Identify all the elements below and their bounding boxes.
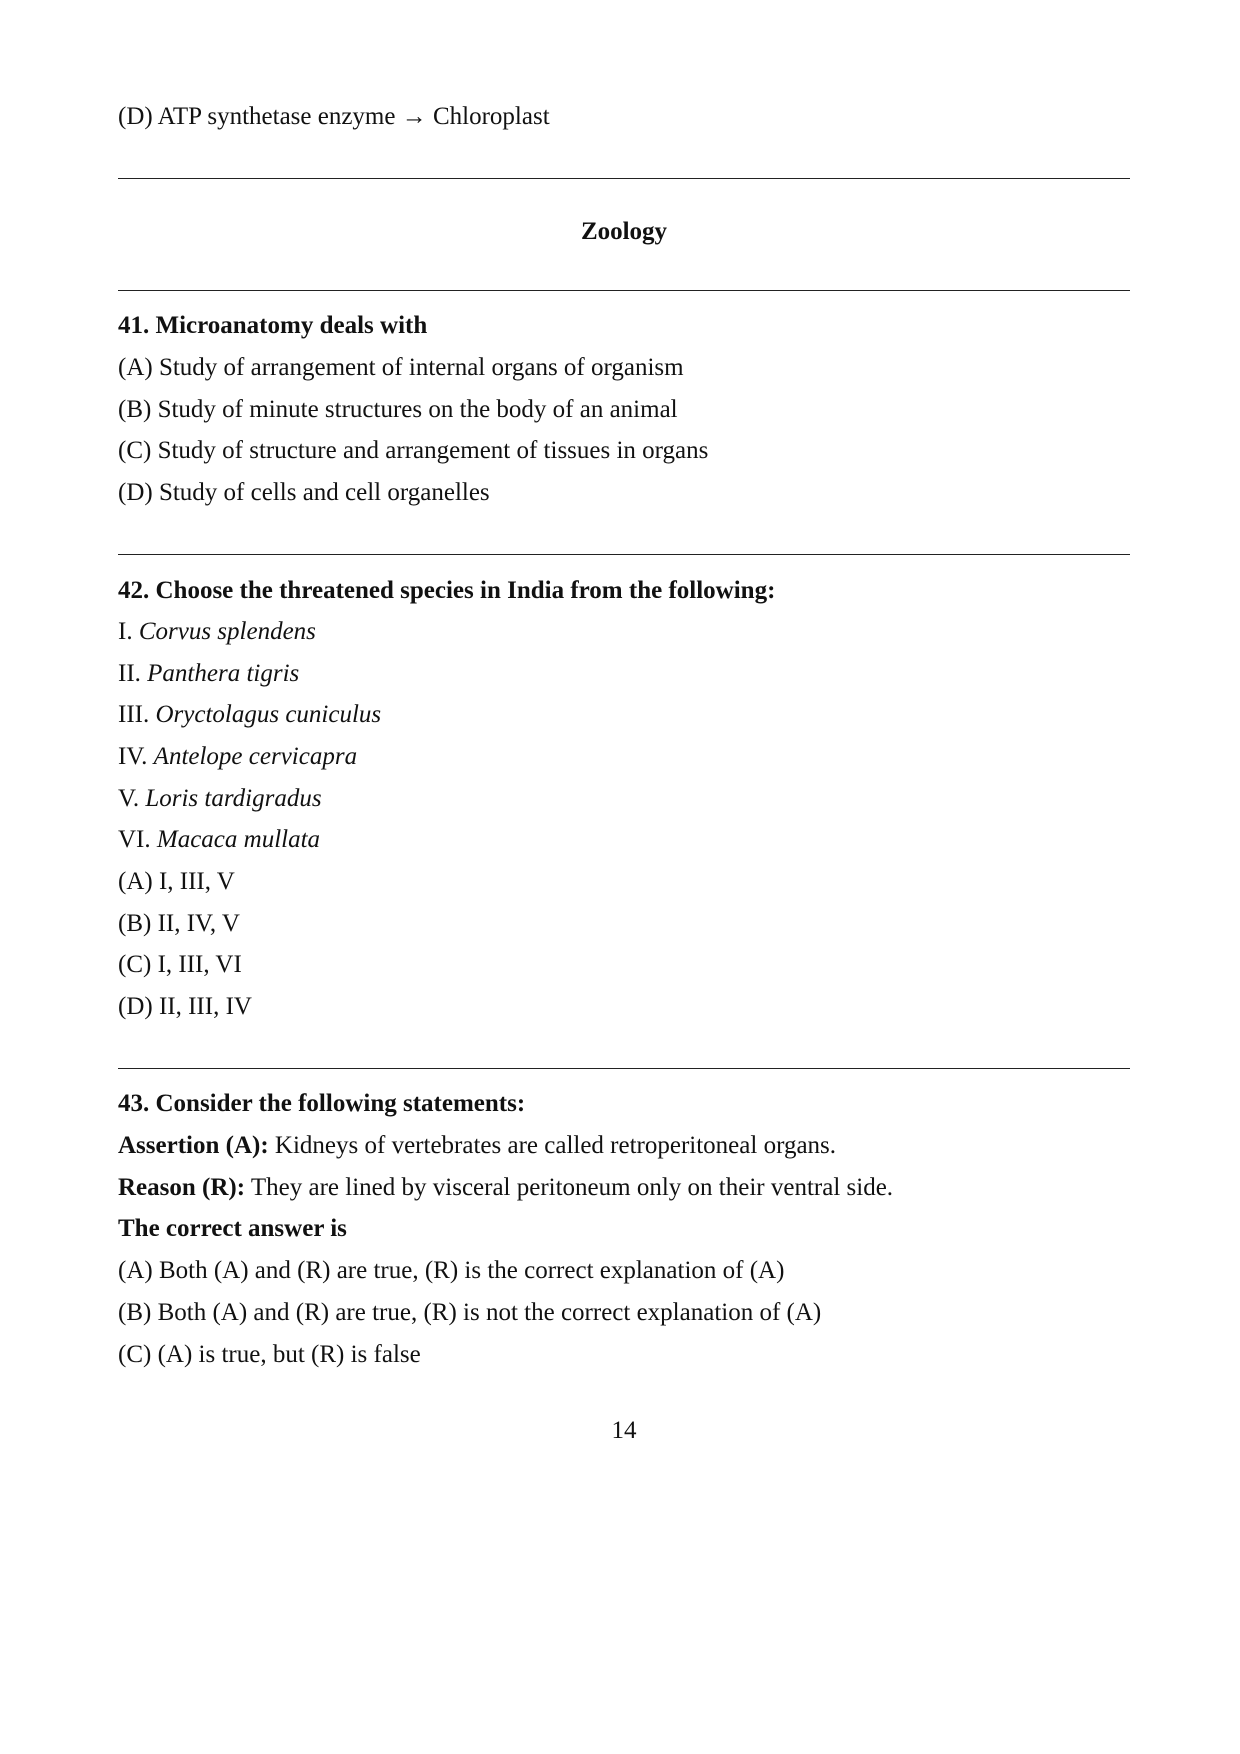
assertion-text: Kidneys of vertebrates are called retroperitoneal organs.	[274, 1132, 837, 1159]
species-item	[118, 617, 316, 647]
species-name: Corvus splendens	[138, 618, 316, 645]
divider	[118, 554, 1130, 555]
exam-page	[118, 0, 1130, 1754]
reason-statement	[118, 1173, 893, 1203]
species-name: Antelope cervicapra	[153, 743, 358, 770]
species-numeral: IV.	[118, 743, 148, 770]
question-41-option-c: (C) Study of structure and arrangement of tissues in organs	[118, 437, 709, 464]
species-item	[118, 784, 322, 814]
species-item	[118, 742, 357, 772]
prev-question-option-d: (D) ATP synthetase enzyme → Chloroplast	[118, 103, 550, 130]
species-numeral: V.	[118, 785, 140, 812]
species-numeral: III.	[118, 701, 150, 728]
answer-prompt: The correct answer is	[118, 1215, 347, 1242]
question-text: Microanatomy deals with	[155, 312, 428, 339]
divider	[118, 178, 1130, 179]
divider	[118, 1068, 1130, 1069]
question-43-option-c: (C) (A) is true, but (R) is false	[118, 1341, 421, 1368]
question-text: Choose the threatened species in India from the following:	[155, 577, 776, 604]
question-43-stem	[118, 1089, 525, 1119]
question-42-option-a: (A) I, III, V	[118, 868, 235, 895]
reason-text: They are lined by visceral peritoneum only on their ventral side.	[250, 1174, 894, 1201]
question-41-option-a: (A) Study of arrangement of internal organs of organism	[118, 354, 684, 381]
species-numeral: I.	[118, 618, 133, 645]
assertion-statement	[118, 1131, 836, 1161]
species-item	[118, 659, 299, 689]
question-number: 42.	[118, 577, 150, 604]
divider	[118, 290, 1130, 291]
question-42-stem	[118, 576, 775, 606]
species-name: Panthera tigris	[147, 660, 300, 687]
species-name: Oryctolagus cuniculus	[155, 701, 382, 728]
question-43-option-a: (A) Both (A) and (R) are true, (R) is the correct explanation of (A)	[118, 1257, 785, 1284]
question-41-option-d: (D) Study of cells and cell organelles	[118, 479, 490, 506]
species-item	[118, 700, 381, 730]
species-item	[118, 825, 320, 855]
question-42-option-c: (C) I, III, VI	[118, 951, 242, 978]
species-name: Macaca mullata	[156, 826, 321, 853]
question-text: Consider the following statements:	[155, 1090, 526, 1117]
question-number: 41.	[118, 312, 150, 339]
question-number: 43.	[118, 1090, 150, 1117]
question-41-stem	[118, 311, 427, 341]
question-43-option-b: (B) Both (A) and (R) are true, (R) is not the correct explanation of (A)	[118, 1299, 822, 1326]
section-title: Zoology	[580, 218, 668, 245]
question-42-option-d: (D) II, III, IV	[118, 993, 252, 1020]
question-41-option-b: (B) Study of minute structures on the body of an animal	[118, 396, 678, 423]
page-number: 14	[611, 1417, 637, 1444]
question-42-option-b: (B) II, IV, V	[118, 910, 240, 937]
assertion-label: Assertion (A):	[118, 1132, 269, 1159]
species-numeral: II.	[118, 660, 141, 687]
species-numeral: VI.	[118, 826, 151, 853]
reason-label: Reason (R):	[118, 1174, 246, 1201]
species-name: Loris tardigradus	[145, 785, 322, 812]
